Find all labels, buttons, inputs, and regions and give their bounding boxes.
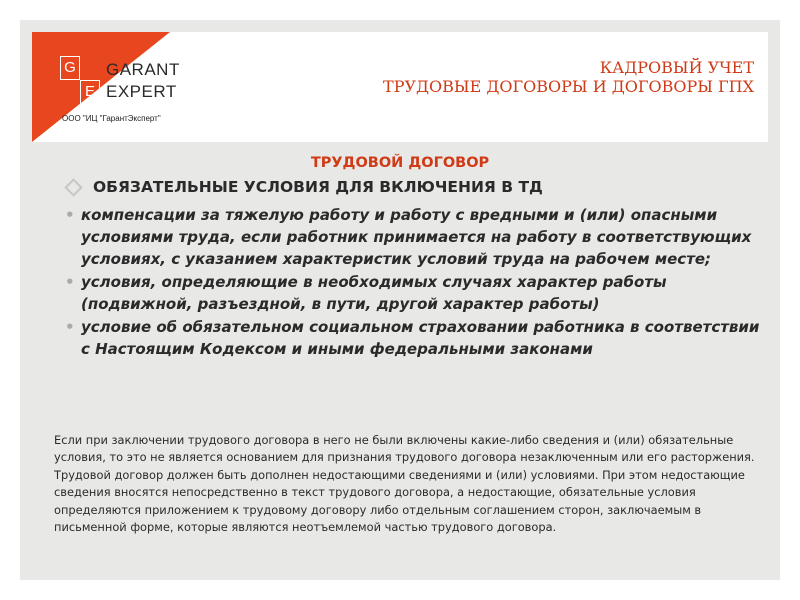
logo-letter-g: G [60, 56, 80, 80]
slide [20, 20, 780, 580]
bullet-list [65, 204, 765, 361]
logo-letter-e: E [80, 80, 100, 104]
logo-mark [60, 56, 100, 104]
list-item-text: условие об обязательном социальном страховании работника в соответствии с Настоящим Кодексом и иными федеральными законами [81, 318, 760, 358]
bullet-dot-icon: • [65, 318, 75, 336]
header [32, 32, 768, 142]
diamond-bullet-icon [64, 178, 82, 196]
logo-word-expert: EXPERT [106, 82, 177, 101]
bullet-dot-icon: • [65, 206, 75, 224]
list-item [65, 316, 765, 360]
level1-text: ОБЯЗАТЕЛЬНЫЕ УСЛОВИЯ ДЛЯ ВКЛЮЧЕНИЯ В ТД [93, 178, 543, 196]
logo-company-name: ООО "ИЦ "ГарантЭксперт" [62, 114, 161, 123]
logo-word-garant: GARANT [106, 60, 180, 79]
level1-item [65, 178, 543, 196]
bullet-dot-icon: • [65, 273, 75, 291]
list-item-text: условия, определяющие в необходимых случаях характер работы (подвижной, разъездной, в пути, другой характер работы) [81, 273, 667, 313]
page-title [383, 58, 754, 96]
title-line-2: ТРУДОВЫЕ ДОГОВОРЫ И ДОГОВОРЫ ГПХ [383, 77, 754, 96]
title-line-1: КАДРОВЫЙ УЧЕТ [599, 58, 754, 77]
section-heading: ТРУДОВОЙ ДОГОВОР [310, 155, 490, 171]
note-paragraph: Если при заключении трудового договора в него не были включены какие-либо сведения и (или) обязательные условия, то это не является основанием для признания трудового договора незаключенным или его расторжения. Трудовой договор должен быть дополнен недостающими сведениями и (или) условиями. При этом недостающие сведения вносятся непосредственно в текст трудового договора, а недостающие, обязательные условия определяются приложением к трудовому договору либо отдельным соглашением сторон, заключаемым в письменной форме, которые являются неотъемлемой частью трудового договора. [54, 433, 755, 535]
list-item [65, 271, 765, 315]
list-item [65, 204, 765, 270]
list-item-text: компенсации за тяжелую работу и работу с вредными и (или) опасными условиями труда, если работник принимается на работу в соответствующих условиях, с указанием характеристик условий труда на рабочем месте; [81, 206, 752, 268]
